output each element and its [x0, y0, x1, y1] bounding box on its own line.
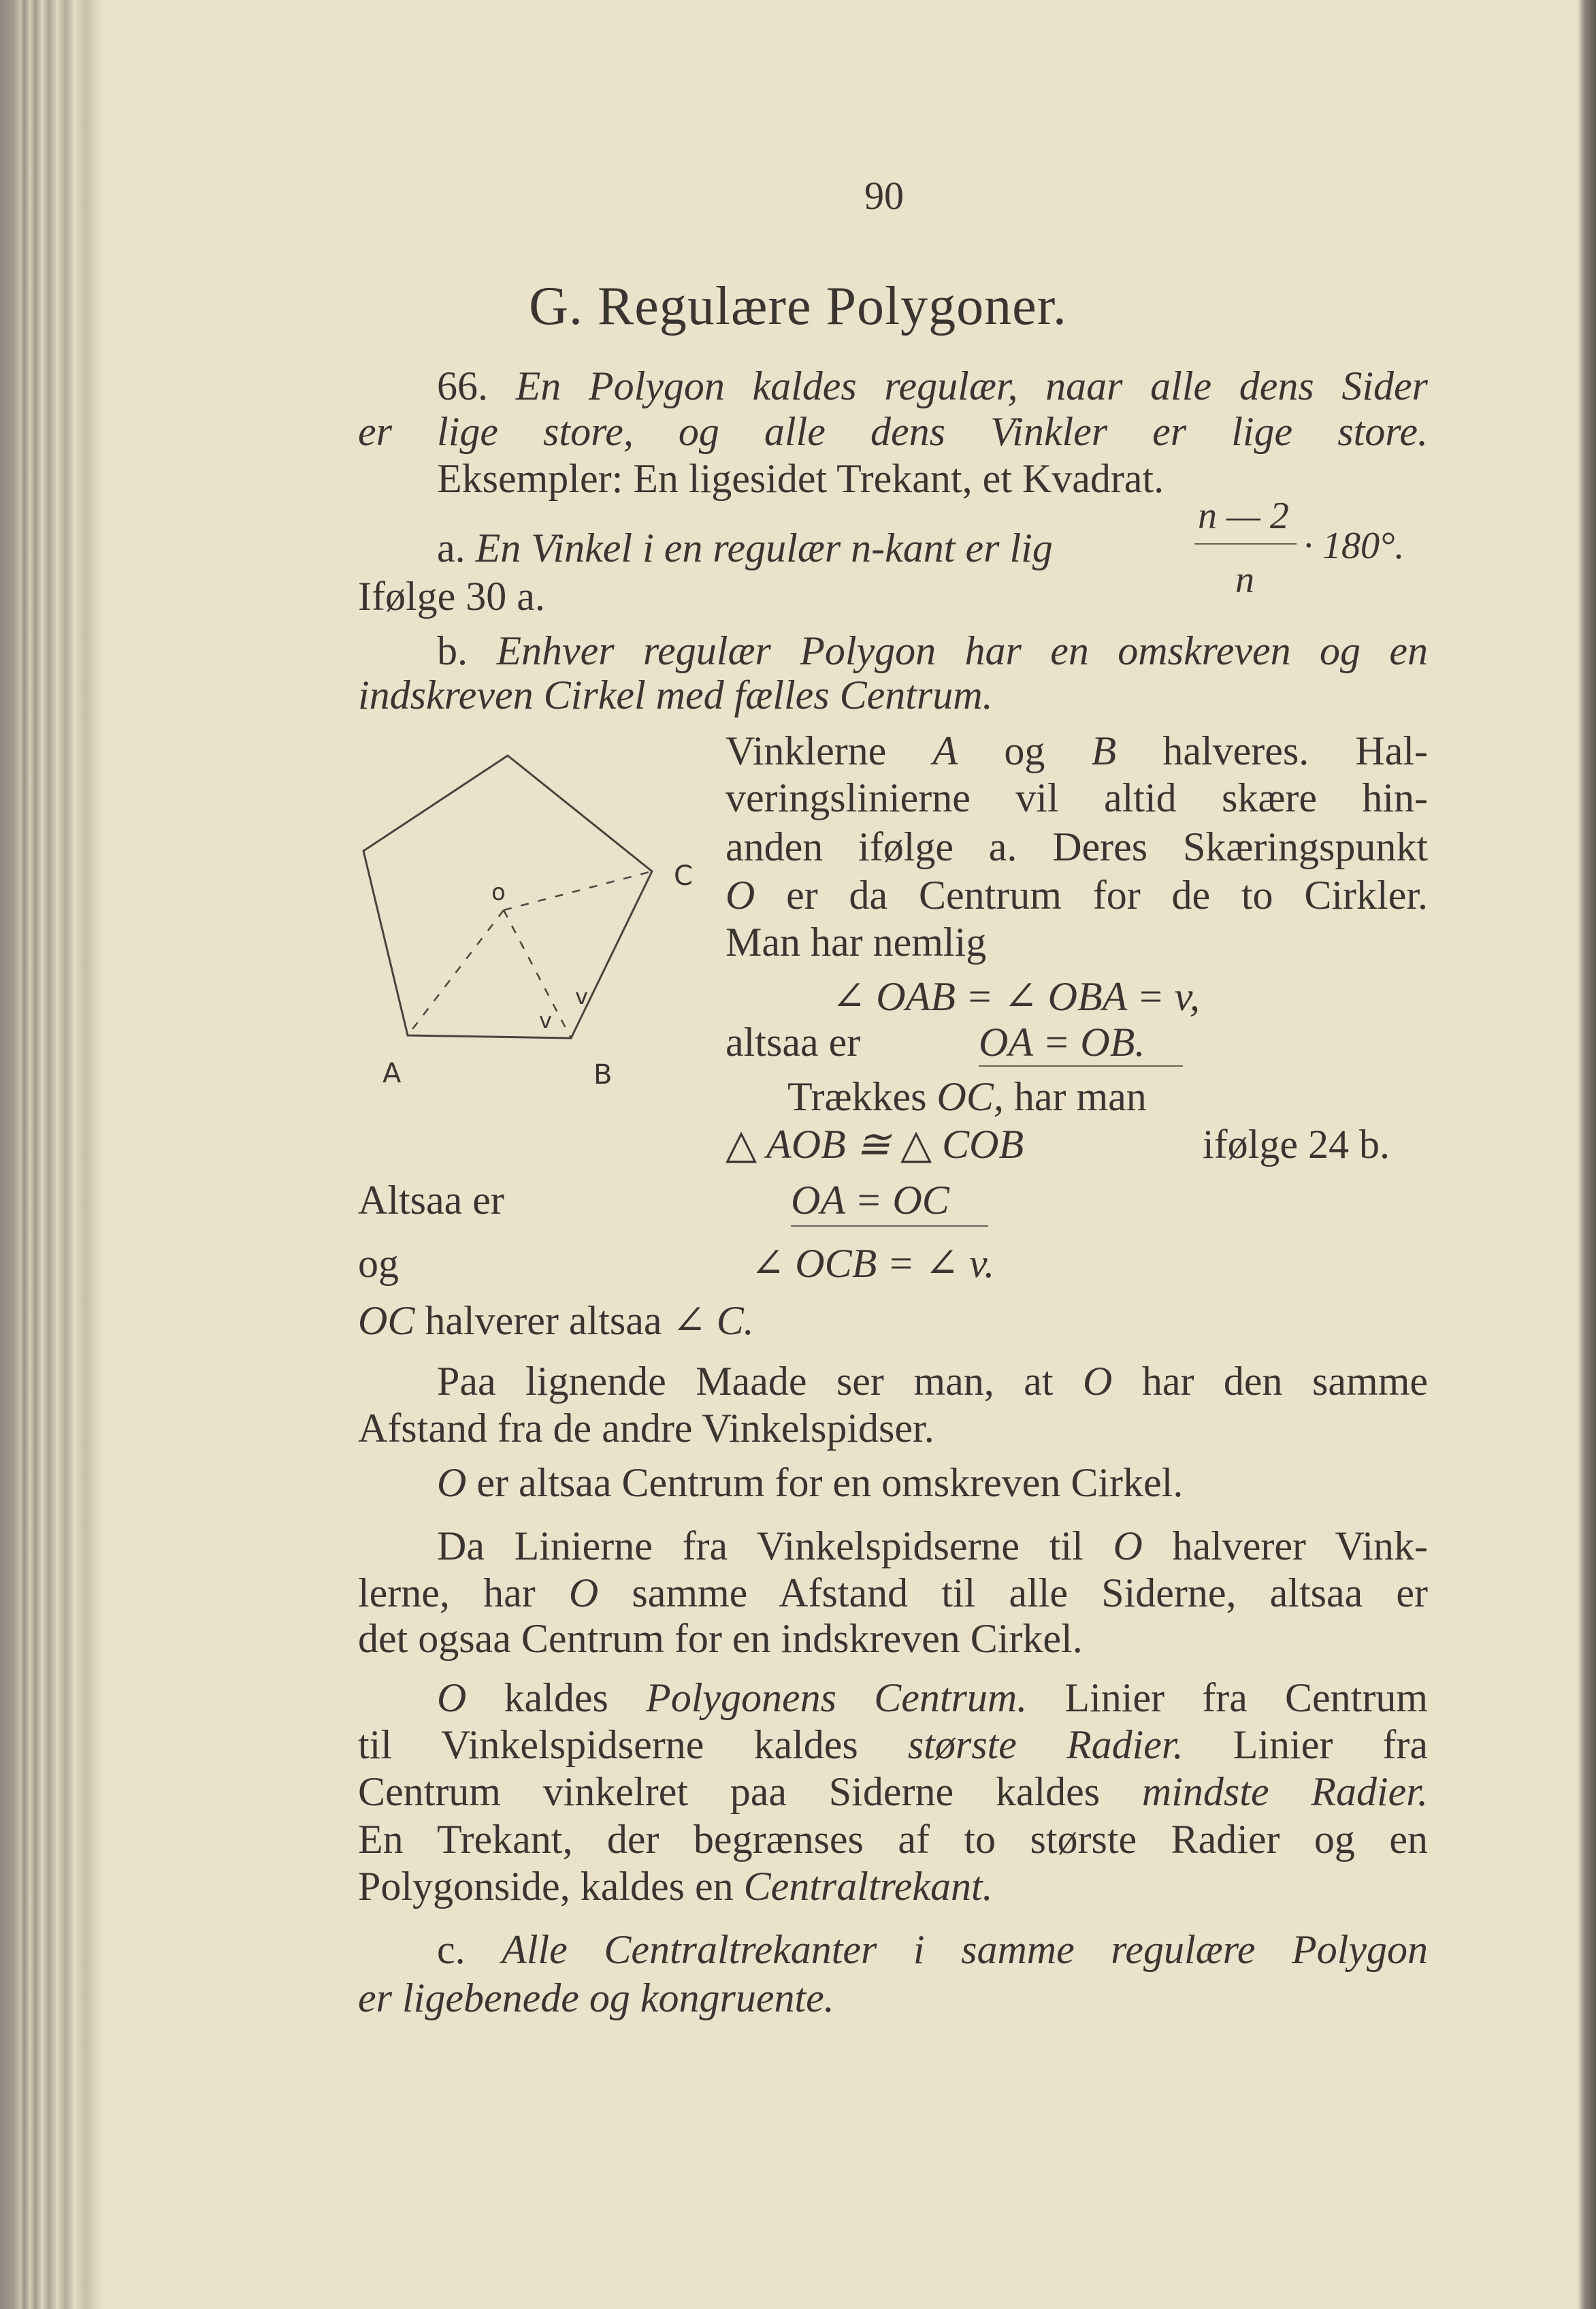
text-segment: har den samme: [1112, 1359, 1428, 1404]
text-segment: halverer Vink-: [1142, 1523, 1428, 1568]
text-segment: Vinklerne: [726, 728, 933, 773]
fraction-numerator: n — 2: [1198, 495, 1289, 537]
text-segment: Trækkes: [787, 1074, 937, 1119]
fraction-denominator: n: [1235, 559, 1254, 601]
dashed-line-ob: [504, 910, 571, 1038]
italic-text: Enhver regulær Polygon har en omskreven og en: [496, 628, 1428, 673]
italic-text: O: [437, 1675, 467, 1720]
label-c: C: [674, 860, 693, 892]
label-b: B: [593, 1059, 613, 1091]
text-segment: Paa lignende Maade ser man, at: [437, 1359, 1083, 1404]
text-segment: Centrum vinkelret paa Siderne kaldes: [358, 1769, 1142, 1814]
italic-text: En Polygon kaldes regulær, naar alle dens Sider: [515, 364, 1429, 408]
italic-text: Centraltrekant.: [743, 1864, 993, 1909]
italic-text: △ AOB ≅ △ COB: [726, 1122, 1024, 1167]
text-segment: er altsaa Centrum for en omskreven Cirkel.: [466, 1460, 1184, 1505]
text-segment: Eksempler: En ligesidet Trekant, et Kvadrat.: [437, 456, 1165, 501]
section-title: G. Regulære Polygoner.: [529, 276, 1067, 336]
italic-text: mindste Radier.: [1141, 1769, 1428, 1814]
text-segment: c.: [437, 1927, 502, 1972]
text-segment: anden ifølge a. Deres Skæringspunkt: [726, 824, 1428, 869]
italic-text: OC: [358, 1298, 415, 1343]
italic-text: O: [437, 1460, 467, 1505]
italic-text: B: [1091, 728, 1117, 773]
text-segment: ifølge 24 b.: [1203, 1122, 1390, 1167]
label-v2: v: [539, 1007, 552, 1033]
italic-text: En Vinkel i en regulær n-kant er lig: [475, 526, 1053, 570]
italic-text: OC,: [937, 1074, 1004, 1119]
label-v1: v: [575, 984, 588, 1010]
italic-text: er ligebenede og kongruente.: [358, 1975, 834, 2020]
text-segment: har man: [1003, 1074, 1147, 1119]
text-segment: lerne, har: [358, 1570, 569, 1615]
italic-text: ∠ OAB = ∠ OBA = v,: [832, 974, 1200, 1019]
text-segment: 66.: [437, 364, 516, 408]
text-segment: a.: [437, 526, 476, 570]
fraction-suffix: · 180°.: [1303, 525, 1405, 567]
italic-text: OA = OB.: [979, 1020, 1145, 1065]
italic-text: indskreven Cirkel med fælles Centrum.: [358, 673, 993, 717]
italic-text: OA = OC: [791, 1178, 949, 1223]
italic-text: største Radier.: [907, 1722, 1184, 1767]
text-segment: b.: [437, 628, 497, 673]
dashed-line-oa: [408, 910, 504, 1035]
text-segment: En Trekant, der begrænses af to største Radier og en: [358, 1817, 1428, 1862]
text-segment: Polygonside, kaldes en: [358, 1864, 744, 1909]
italic-text: ∠ C.: [672, 1298, 754, 1343]
italic-text: O: [1113, 1523, 1143, 1568]
italic-text: Alle Centraltrekanter i samme regulære Polygon: [502, 1927, 1428, 1972]
italic-text: O: [568, 1570, 599, 1615]
text-segment: halverer altsaa: [414, 1298, 672, 1343]
text-segment: kaldes: [466, 1675, 647, 1720]
text-segment: veringslinierne vil altid skære hin-: [726, 775, 1428, 820]
text-segment: Altsaa er: [358, 1178, 504, 1223]
text-segment: halveres. Hal-: [1116, 728, 1428, 773]
italic-text: O: [1082, 1359, 1113, 1404]
text-segment: og: [358, 1241, 399, 1286]
italic-text: Polygonens Centrum.: [646, 1675, 1028, 1720]
text-segment: altsaa er: [726, 1020, 861, 1065]
label-o: o: [491, 879, 506, 906]
text-segment: Linier fra Centrum: [1027, 1675, 1428, 1720]
dashed-line-oc: [504, 871, 652, 910]
italic-text: er lige store, og alle dens Vinkler er lige store.: [358, 409, 1428, 454]
text-segment: til Vinkelspidserne kaldes: [358, 1722, 908, 1767]
pentagon-outline: [363, 756, 652, 1038]
italic-text: A: [932, 728, 958, 773]
text-segment: er da Centrum for de to Cirkler.: [755, 873, 1428, 918]
text-segment: og: [958, 728, 1092, 773]
text-segment: Afstand fra de andre Vinkelspidser.: [358, 1406, 934, 1451]
label-a: A: [382, 1058, 402, 1089]
text-segment: samme Afstand til alle Siderne, altsaa er: [598, 1570, 1428, 1615]
text-segment: Man har nemlig: [726, 920, 987, 965]
italic-text: ∠ OCB = ∠ v.: [751, 1241, 995, 1286]
text-segment: Ifølge 30 a.: [358, 574, 545, 619]
text-segment: Linier fra: [1183, 1722, 1429, 1767]
page-number: 90: [864, 174, 904, 218]
text-segment: det ogsaa Centrum for en indskreven Cirkel.: [358, 1616, 1083, 1661]
text-segment: Da Linierne fra Vinkelspidserne til: [437, 1523, 1113, 1568]
italic-text: O: [726, 873, 755, 918]
